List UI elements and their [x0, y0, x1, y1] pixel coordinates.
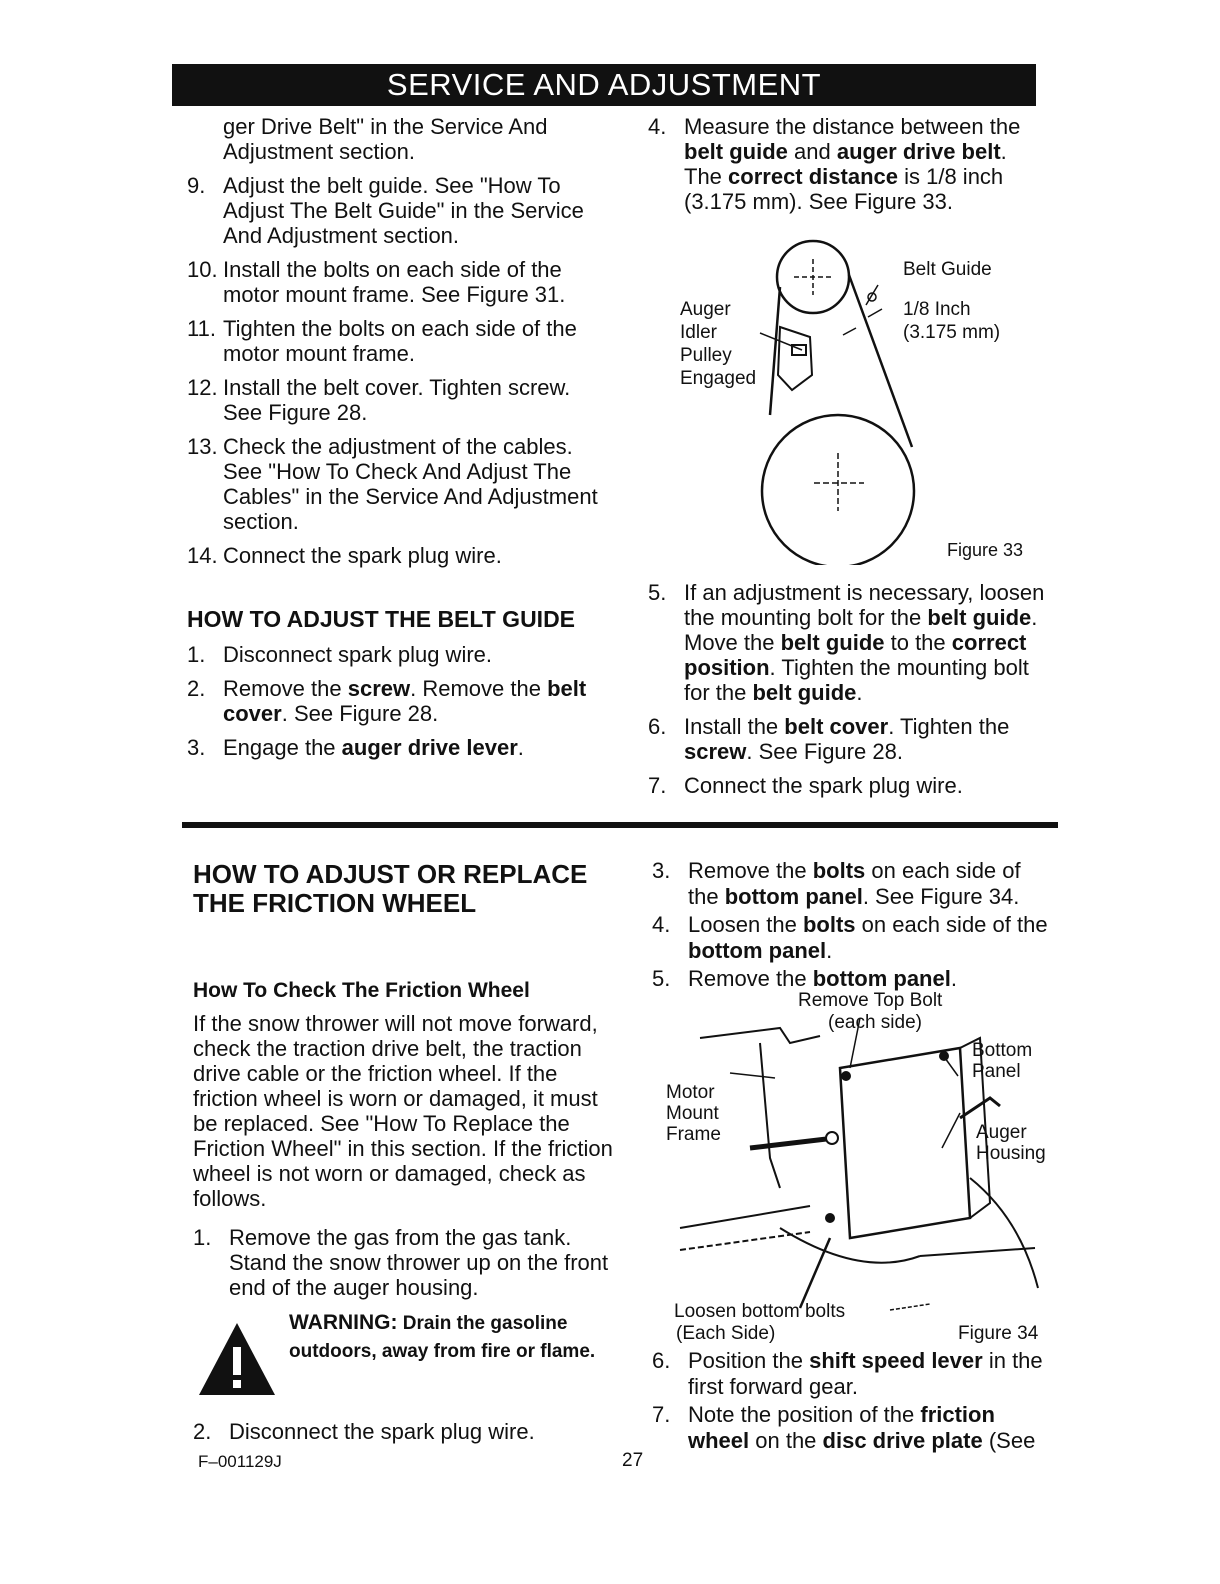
step-number: 9.	[187, 173, 206, 198]
step-text: Tighten the bolts on each side of the motor mount frame.	[223, 316, 577, 366]
step-text: . The	[684, 139, 1007, 189]
label-motor: Motor	[666, 1082, 715, 1103]
continued-line-1: ger Drive Belt" in the Service And	[223, 114, 548, 139]
bold-term: belt guide	[927, 605, 1032, 630]
step-number: 5.	[652, 966, 671, 991]
step-text: on each side of the	[855, 912, 1048, 937]
step-text: Install the bolts on each side of the motor mount frame. See Figure 31.	[223, 257, 566, 307]
step-text: . Move the	[684, 605, 1038, 655]
step-number: 7.	[652, 1402, 671, 1427]
step-text: Remove the	[688, 858, 813, 883]
bold-term: bolts	[812, 858, 866, 883]
right-top-column-lower	[648, 580, 1048, 807]
step-text: Connect the spark plug wire.	[684, 773, 963, 798]
step-number: 7.	[648, 773, 667, 798]
label-each-side-2: (Each Side)	[676, 1323, 776, 1344]
bold-term: friction wheel	[688, 1402, 995, 1453]
rb-step-3	[652, 858, 1052, 910]
step-text: .	[950, 966, 957, 991]
bold-term: screw	[684, 739, 747, 764]
figure-34-caption: Figure 34	[958, 1323, 1039, 1344]
bold-term: bottom panel	[724, 884, 863, 909]
step-7	[648, 773, 1048, 798]
label-idler: Idler	[680, 322, 717, 343]
step-13	[187, 434, 607, 534]
bold-term: disc drive plate	[822, 1428, 983, 1453]
left-top-column	[187, 114, 607, 769]
belt-guide-heading: HOW TO ADJUST THE BELT GUIDE	[187, 606, 576, 632]
bold-term: auger drive lever	[341, 735, 518, 760]
label-each-side: (each side)	[828, 1012, 922, 1033]
label-loosen-bottom-bolts: Loosen bottom bolts	[674, 1301, 846, 1322]
step-text: Install the	[684, 714, 785, 739]
step-text: Note the position of the	[688, 1402, 921, 1427]
warning-label: WARNING:	[289, 1311, 398, 1334]
bold-term: belt guide	[684, 139, 788, 164]
section-title: SERVICE AND ADJUSTMENT	[386, 67, 822, 102]
warning-message: Drain the gasoline outdoors, away from fire or flame.	[289, 1313, 596, 1362]
step-text: Check the adjustment of the cables. See "How To Check And Adjust The Cables" in the Service And Adjustment section.	[223, 434, 598, 534]
step-text: . Tighten the	[888, 714, 1010, 739]
label-frame: Frame	[666, 1124, 721, 1145]
step-10	[187, 257, 607, 307]
continued-step	[187, 114, 607, 164]
label-panel: Panel	[972, 1061, 1021, 1082]
right-bottom-column-lower	[652, 1348, 1052, 1456]
bold-term: bolts	[802, 912, 856, 937]
warning-triangle-icon	[197, 1321, 277, 1397]
step-text: If an adjustment is necessary, loosen the mounting bolt for the	[684, 580, 1045, 630]
step-text: Adjust the belt guide. See "How To Adjust The Belt Guide" in the Service And Adjustment section.	[223, 173, 584, 248]
belt-guide-diagram	[660, 235, 1040, 565]
step-text: . See Figure 28.	[746, 739, 903, 764]
bold-term: shift speed lever	[809, 1348, 983, 1373]
step-number: 5.	[648, 580, 667, 605]
step-number: 2.	[187, 676, 206, 701]
label-remove-top-bolt: Remove Top Bolt	[798, 990, 943, 1011]
step-number: 14.	[187, 543, 218, 568]
label-mount: Mount	[666, 1103, 719, 1124]
step-text: .	[517, 735, 524, 760]
section-banner	[172, 64, 1036, 106]
step-6	[648, 714, 1048, 764]
step-text: .	[826, 938, 833, 963]
step-number: 4.	[648, 114, 667, 139]
step-12	[187, 375, 607, 425]
step-text: on the	[749, 1428, 823, 1453]
label-engaged: Engaged	[680, 368, 757, 389]
bg-step-1	[187, 642, 607, 667]
bg-step-2	[187, 676, 607, 726]
step-4	[648, 114, 1043, 214]
warning-block	[193, 1309, 613, 1409]
step-text: . See Figure 28.	[281, 701, 439, 726]
rb-step-7	[652, 1402, 1052, 1454]
friction-wheel-heading-1: HOW TO ADJUST OR REPLACE	[193, 859, 588, 889]
step-text: . Remove the	[410, 676, 548, 701]
figure-33-caption: Figure 33	[947, 540, 1024, 560]
step-text: Remove the gas from the gas tank. Stand the snow thrower up on the front end of the auger housing.	[229, 1225, 609, 1300]
step-text: . Tighten the mounting bolt for the	[684, 655, 1029, 705]
label-belt-guide: Belt Guide	[903, 259, 992, 280]
step-text: Install the belt cover. Tighten screw. See Figure 28.	[223, 375, 571, 425]
label-eighth-inch: 1/8 Inch	[903, 299, 971, 320]
step-text: Disconnect spark plug wire.	[223, 642, 493, 667]
step-text: to the	[884, 630, 952, 655]
friction-wheel-paragraph: If the snow thrower will not move forward, check the traction drive belt, the traction drive cable or the friction wheel. If the friction wheel is worn or damaged, it must be replaced. See "How To Replace the Friction Wheel" in this section. If the friction wheel is not worn or damaged, check as follows.	[193, 1011, 613, 1211]
step-number: 11.	[187, 316, 216, 341]
bold-term: screw	[347, 676, 411, 701]
figure-33	[660, 235, 1040, 565]
step-number: 3.	[652, 858, 671, 883]
step-text: and	[787, 139, 837, 164]
step-number: 6.	[648, 714, 667, 739]
bottom-panel-shape	[840, 1048, 970, 1238]
step-number: 3.	[187, 735, 206, 760]
page-number: 27	[622, 1450, 644, 1471]
friction-wheel-heading-2: THE FRICTION WHEEL	[193, 888, 477, 918]
right-bottom-column	[652, 858, 1052, 994]
bold-term: auger drive belt	[836, 139, 1001, 164]
step-text: (See	[982, 1428, 1036, 1453]
rb-step-4	[652, 912, 1052, 964]
step-text: Disconnect the spark plug wire.	[229, 1419, 535, 1444]
bold-term: belt guide	[780, 630, 885, 655]
step-text: Measure the distance between the	[684, 114, 1021, 139]
step-text: Engage the	[223, 735, 342, 760]
rb-step-6	[652, 1348, 1052, 1400]
step-number: 1.	[187, 642, 206, 667]
step-number: 13.	[187, 434, 218, 459]
step-text: Remove the	[223, 676, 348, 701]
bold-term: bottom panel	[812, 966, 951, 991]
warning-text	[289, 1309, 609, 1366]
bold-term: correct distance	[728, 164, 898, 189]
left-bottom-column	[193, 860, 613, 1453]
continued-line-2: Adjustment section.	[223, 139, 415, 164]
step-text: is 1/8 inch (3.175 mm). See Figure 33.	[684, 164, 1004, 214]
bold-term: belt cover	[223, 676, 587, 726]
step-number: 4.	[652, 912, 671, 937]
fw-step-2	[193, 1419, 613, 1444]
figure-34	[660, 988, 1055, 1348]
check-friction-wheel-subheading: How To Check The Friction Wheel	[193, 979, 530, 1002]
step-number: 1.	[193, 1225, 212, 1250]
step-text: Loosen the	[688, 912, 803, 937]
section-divider	[182, 822, 1058, 828]
bold-term: belt cover	[784, 714, 889, 739]
bold-term: correct position	[684, 630, 1027, 680]
step-text: .	[856, 680, 863, 705]
label-mm: (3.175 mm)	[903, 322, 1001, 343]
step-text: Position the	[688, 1348, 810, 1373]
fw-step-1	[193, 1225, 613, 1300]
step-14	[187, 543, 607, 568]
step-5	[648, 580, 1048, 705]
label-housing: Housing	[976, 1143, 1046, 1164]
step-number: 6.	[652, 1348, 671, 1373]
step-9	[187, 173, 607, 248]
step-text: on each side of the	[688, 858, 1021, 909]
document-code: F–001129J	[198, 1452, 282, 1471]
label-bottom: Bottom	[972, 1040, 1033, 1061]
step-number: 12.	[187, 375, 218, 400]
step-text: Connect the spark plug wire.	[223, 543, 502, 568]
label-auger: Auger	[680, 299, 731, 320]
bold-term: belt guide	[752, 680, 857, 705]
step-text: . See Figure 34.	[862, 884, 1020, 909]
bold-term: bottom panel	[688, 938, 827, 963]
bg-step-3	[187, 735, 607, 760]
right-top-column	[648, 114, 1043, 223]
step-text: in the first forward gear.	[688, 1348, 1043, 1399]
step-number: 10.	[187, 257, 218, 282]
label-auger: Auger	[976, 1122, 1027, 1143]
step-11	[187, 316, 607, 366]
step-number: 2.	[193, 1419, 212, 1444]
step-text: Remove the	[688, 966, 813, 991]
label-pulley: Pulley	[680, 345, 732, 366]
